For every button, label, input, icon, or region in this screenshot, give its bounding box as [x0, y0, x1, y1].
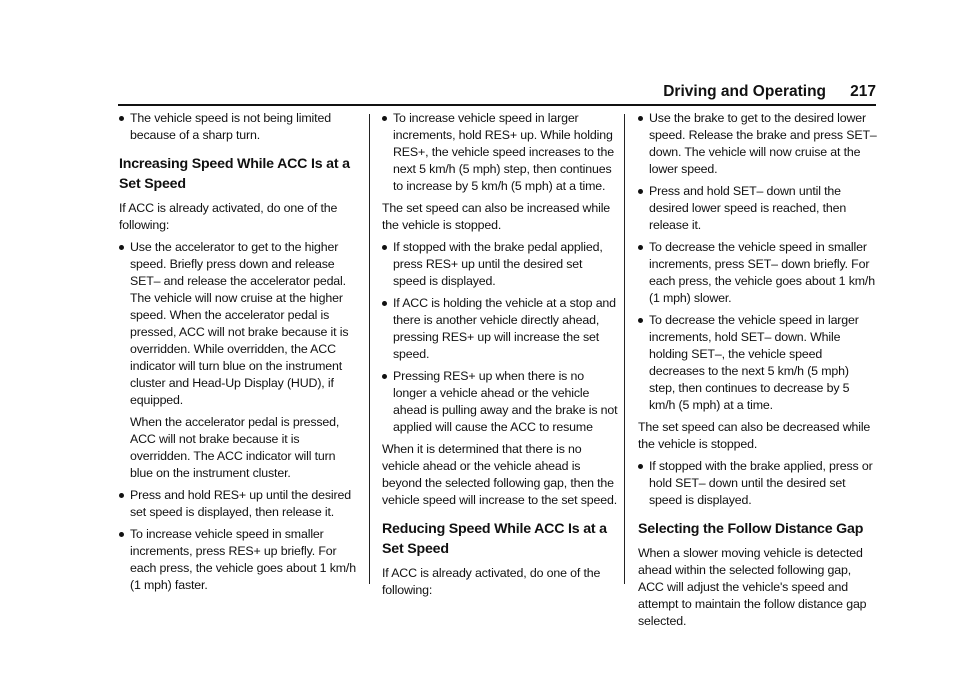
- bullet-item: To increase vehicle speed in larger increments, hold RES+ up. While holding RES+, the vehicle speed increases to the next 5 km/h (5 mph) step, then continues to increase by 5 km/h (5 mph) at a time.: [382, 110, 618, 195]
- section-heading-reducing-speed: Reducing Speed While ACC Is at a Set Speed: [382, 521, 607, 557]
- bullet-item: To decrease the vehicle speed in smaller increments, press SET– down briefly. For each press, the vehicle goes about 1 km/h (1 mph) slower.: [638, 239, 878, 307]
- bullet-item: Press and hold SET– down until the desired lower speed is reached, then release it.: [638, 183, 878, 234]
- bullet-item: If stopped with the brake applied, press or hold SET– down until the desired set speed is displayed.: [638, 458, 878, 509]
- bullet-subparagraph: When the accelerator pedal is pressed, ACC will not brake because it is overridden. The ACC indicator will turn blue on the instrument cluster.: [130, 415, 340, 480]
- paragraph: If ACC is already activated, do one of the following:: [119, 201, 338, 232]
- paragraph: If ACC is already activated, do one of the following:: [382, 566, 601, 597]
- bullet-item: Use the accelerator to get to the higher speed. Briefly press down and release SET– and release the accelerator pedal. The vehicle will now cruise at the higher speed. When the accelerator pedal is pressed, ACC will not brake because it is overridden. While overridden, the ACC indicator will turn blue on the instrument cluster and Head-Up Display (HUD), if equipped.: [119, 239, 359, 409]
- column-divider-2: [624, 114, 625, 584]
- paragraph: The set speed can also be increased while the vehicle is stopped.: [382, 201, 611, 232]
- page-number: 217: [850, 83, 876, 100]
- bullet-item: To increase vehicle speed in smaller increments, press RES+ up briefly. For each press, the vehicle goes about 1 km/h (1 mph) faster.: [119, 526, 359, 594]
- section-title: Driving and Operating: [663, 83, 826, 100]
- bullet-item: If stopped with the brake pedal applied, press RES+ up until the desired set speed is displayed.: [382, 239, 618, 290]
- column-3: [638, 110, 878, 635]
- bullet-item: Use the brake to get to the desired lower speed. Release the brake and press SET– down. The vehicle will now cruise at the lower speed.: [638, 110, 878, 178]
- column-2: [382, 110, 618, 604]
- bullet-item: If ACC is holding the vehicle at a stop and there is another vehicle directly ahead, pressing RES+ up will increase the set speed.: [382, 295, 618, 363]
- bullet-item: The vehicle speed is not being limited because of a sharp turn.: [119, 110, 359, 144]
- section-heading-increasing-speed: Increasing Speed While ACC Is at a Set Speed: [119, 156, 350, 192]
- bullet-item: Pressing RES+ up when there is no longer a vehicle ahead or the vehicle ahead is pulling away and the brake is not applied will cause the ACC to resume: [382, 368, 618, 436]
- bullet-item: To decrease the vehicle speed in larger increments, hold SET– down. While holding SET–, the vehicle speed decreases to the next 5 km/h (5 mph) step, then continues to decrease by 5 km/h (5 mph) at a time.: [638, 312, 878, 414]
- header-divider: [118, 104, 876, 106]
- section-heading-follow-distance-gap: Selecting the Follow Distance Gap: [638, 521, 864, 537]
- bullet-item: Press and hold RES+ up until the desired set speed is displayed, then release it.: [119, 487, 359, 521]
- paragraph: When a slower moving vehicle is detected ahead within the selected following gap, ACC will adjust the vehicle's speed and attempt to maintain the follow distance gap selected.: [638, 546, 867, 628]
- column-1: [119, 110, 359, 599]
- paragraph: When it is determined that there is no vehicle ahead or the vehicle ahead is beyond the selected following gap, then the vehicle speed will increase to the set speed.: [382, 442, 618, 507]
- paragraph: The set speed can also be decreased while the vehicle is stopped.: [638, 420, 871, 451]
- column-divider-1: [369, 114, 370, 584]
